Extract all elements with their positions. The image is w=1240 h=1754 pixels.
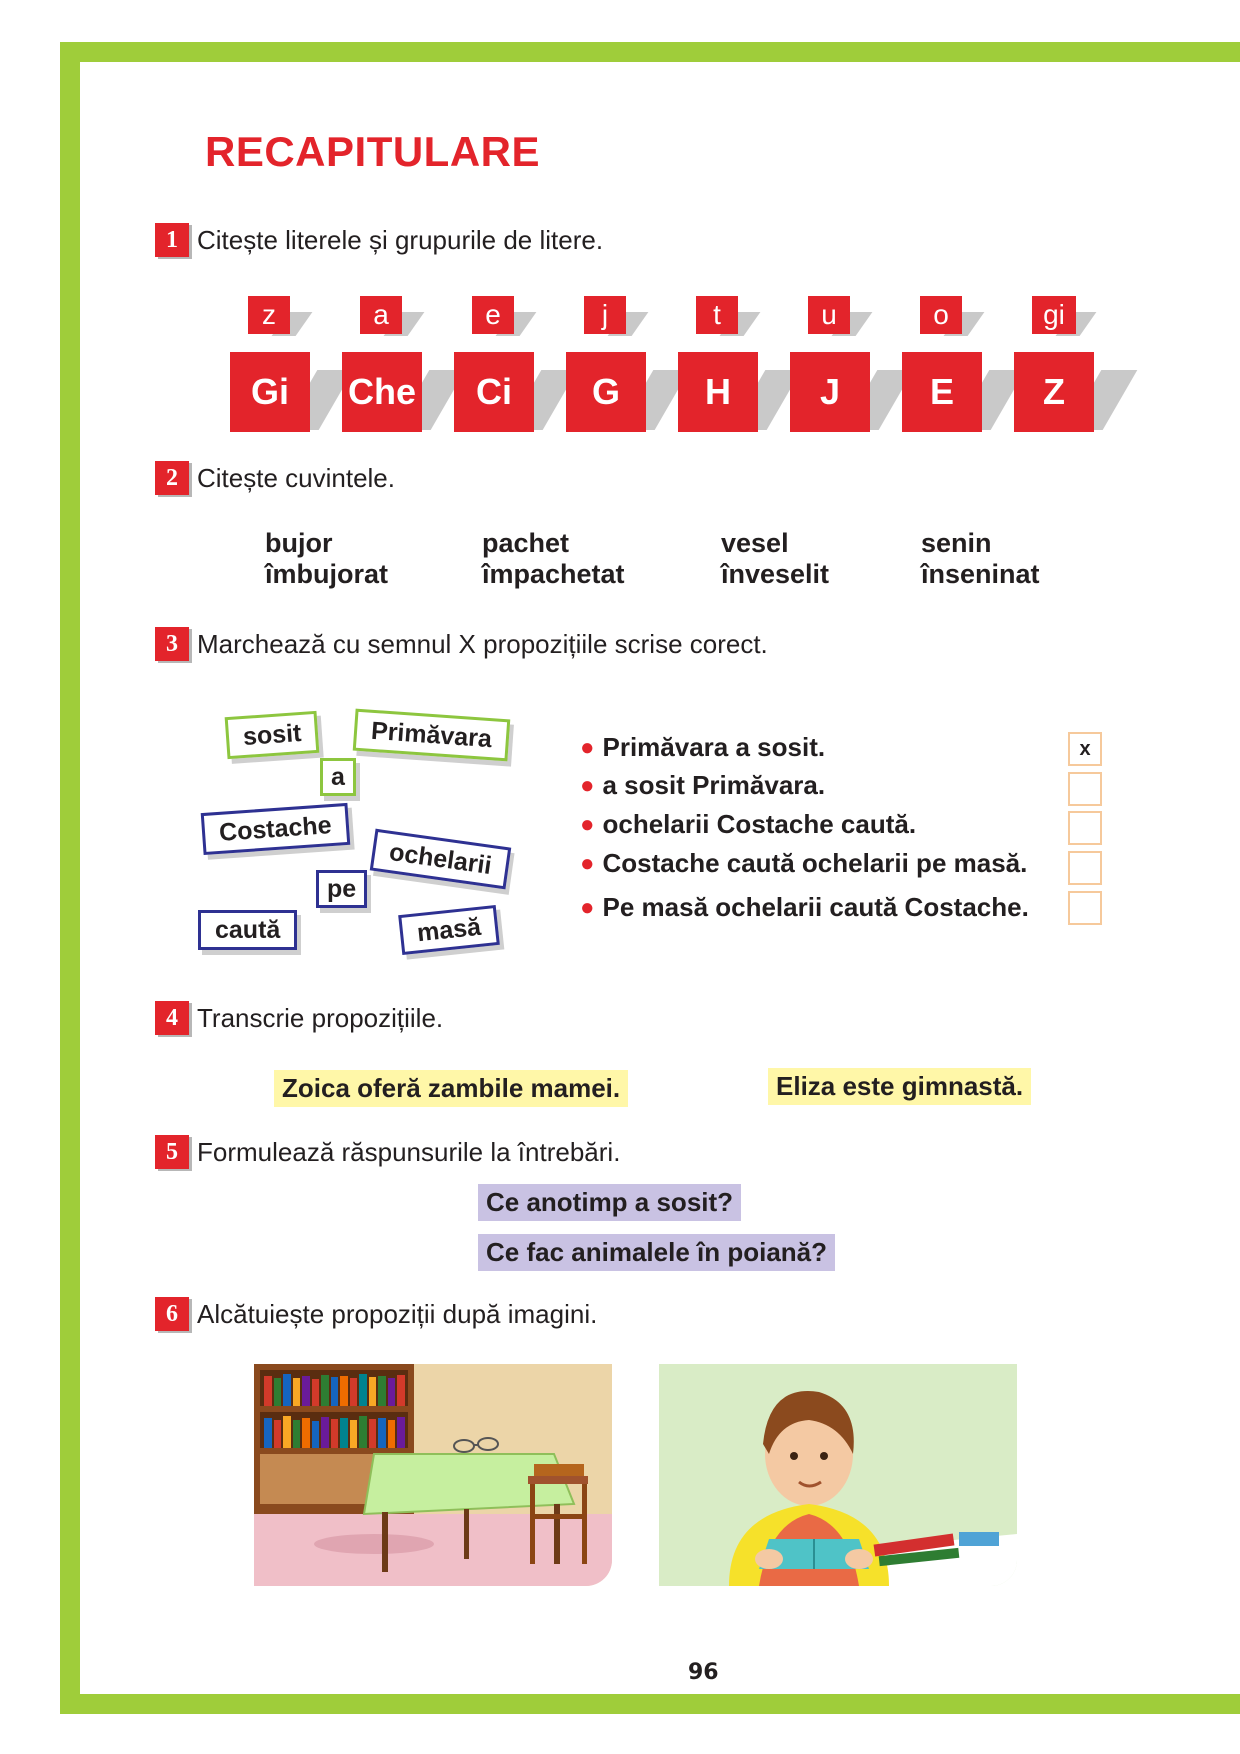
exercise-instruction: Citește literele și grupurile de litere. [197,224,604,255]
word-pair [482,528,625,590]
exercise-number: 6 [155,1297,189,1331]
question-prompt: Ce fac animalele în poiană? [478,1234,835,1271]
word-card: Primăvara [353,709,510,762]
exercise-instruction: Transcrie propozițiile. [197,1002,444,1033]
answer-checkbox[interactable] [1068,772,1102,806]
transcribe-sentence: Eliza este gimnastă. [768,1068,1031,1105]
letter-tile-big: Z [1014,352,1094,432]
sentence-text: a sosit Primăvara. [602,770,826,800]
letter-tile-big: J [790,352,870,432]
word-base: bujor [265,528,333,558]
word-card: pe [316,870,367,908]
answer-checkbox[interactable] [1068,811,1102,845]
sentence-text: Costache caută ochelarii pe masă. [602,848,1028,878]
exercise-number: 3 [155,627,189,661]
letter-tile-big: Ci [454,352,534,432]
exercise-6-header [155,1296,597,1332]
exercise-number: 5 [155,1135,189,1169]
sentence-option [580,809,916,840]
exercise-2-header [155,460,395,496]
answer-checkbox[interactable] [1068,891,1102,925]
letter-tile-big: Che [342,352,422,432]
page-number: 96 [688,1660,719,1685]
letter-tile-small: u [808,296,850,334]
exercise-instruction: Citește cuvintele. [197,462,395,493]
sentence-option [580,892,1029,923]
letter-tile-big: H [678,352,758,432]
letter-tile-small: t [696,296,738,334]
word-card: a [320,758,356,796]
letter-tile-small: o [920,296,962,334]
boy-reading-illustration [659,1364,1017,1586]
question-prompt: Ce anotimp a sosit? [478,1184,741,1221]
word-pair [921,528,1040,590]
word-pair [721,528,829,590]
exercise-1-header [155,222,603,258]
page-title: RECAPITULARE [205,128,541,175]
word-card: ochelarii [370,829,511,890]
answer-checkbox[interactable]: x [1068,732,1102,766]
word-card: Costache [201,803,350,855]
word-derived: împachetat [482,559,625,589]
sentence-option [580,848,1027,879]
exercise-4-header [155,1000,443,1036]
sentence-text: Pe masă ochelarii caută Costache. [602,892,1029,922]
word-derived: îmbujorat [265,559,389,589]
room-table-illustration [254,1364,612,1586]
exercise-number: 2 [155,461,189,495]
word-base: senin [921,528,992,558]
word-derived: înseninat [921,559,1040,589]
exercise-number: 4 [155,1001,189,1035]
bullet-icon: ● [580,810,595,838]
word-base: vesel [721,528,789,558]
exercise-number: 1 [155,223,189,257]
sentence-option [580,732,825,763]
bullet-icon: ● [580,733,595,761]
word-card: sosit [225,711,320,759]
letter-tile-big: E [902,352,982,432]
bullet-icon: ● [580,771,595,799]
word-base: pachet [482,528,570,558]
letter-tile-big: Gi [230,352,310,432]
exercise-3-header [155,626,768,662]
page-frame-left [60,42,80,1714]
letter-tile-small: gi [1032,296,1076,334]
word-derived: înveselit [721,559,830,589]
answer-checkbox[interactable] [1068,851,1102,885]
letter-tile-small: j [584,296,626,334]
exercise-instruction: Formulează răspunsurile la întrebări. [197,1136,621,1167]
sentence-text: ochelarii Costache caută. [602,809,917,839]
exercise-instruction: Alcătuiește propoziții după imagini. [197,1298,598,1329]
page-frame-top [60,42,1240,62]
word-pair [265,528,388,590]
word-card: masă [398,905,500,955]
sentence-option [580,770,825,801]
bullet-icon: ● [580,849,595,877]
transcribe-sentence: Zoica oferă zambile mamei. [274,1070,628,1107]
letter-tile-small: a [360,296,402,334]
letter-tile-big: G [566,352,646,432]
word-card: caută [198,910,297,950]
bullet-icon: ● [580,893,595,921]
exercise-instruction: Marchează cu semnul X propozițiile scrise corect. [197,628,768,659]
sentence-text: Primăvara a sosit. [602,732,826,762]
letter-tile-small: z [248,296,290,334]
page-frame-bottom [60,1694,1240,1714]
letter-tile-small: e [472,296,514,334]
exercise-5-header [155,1134,620,1170]
